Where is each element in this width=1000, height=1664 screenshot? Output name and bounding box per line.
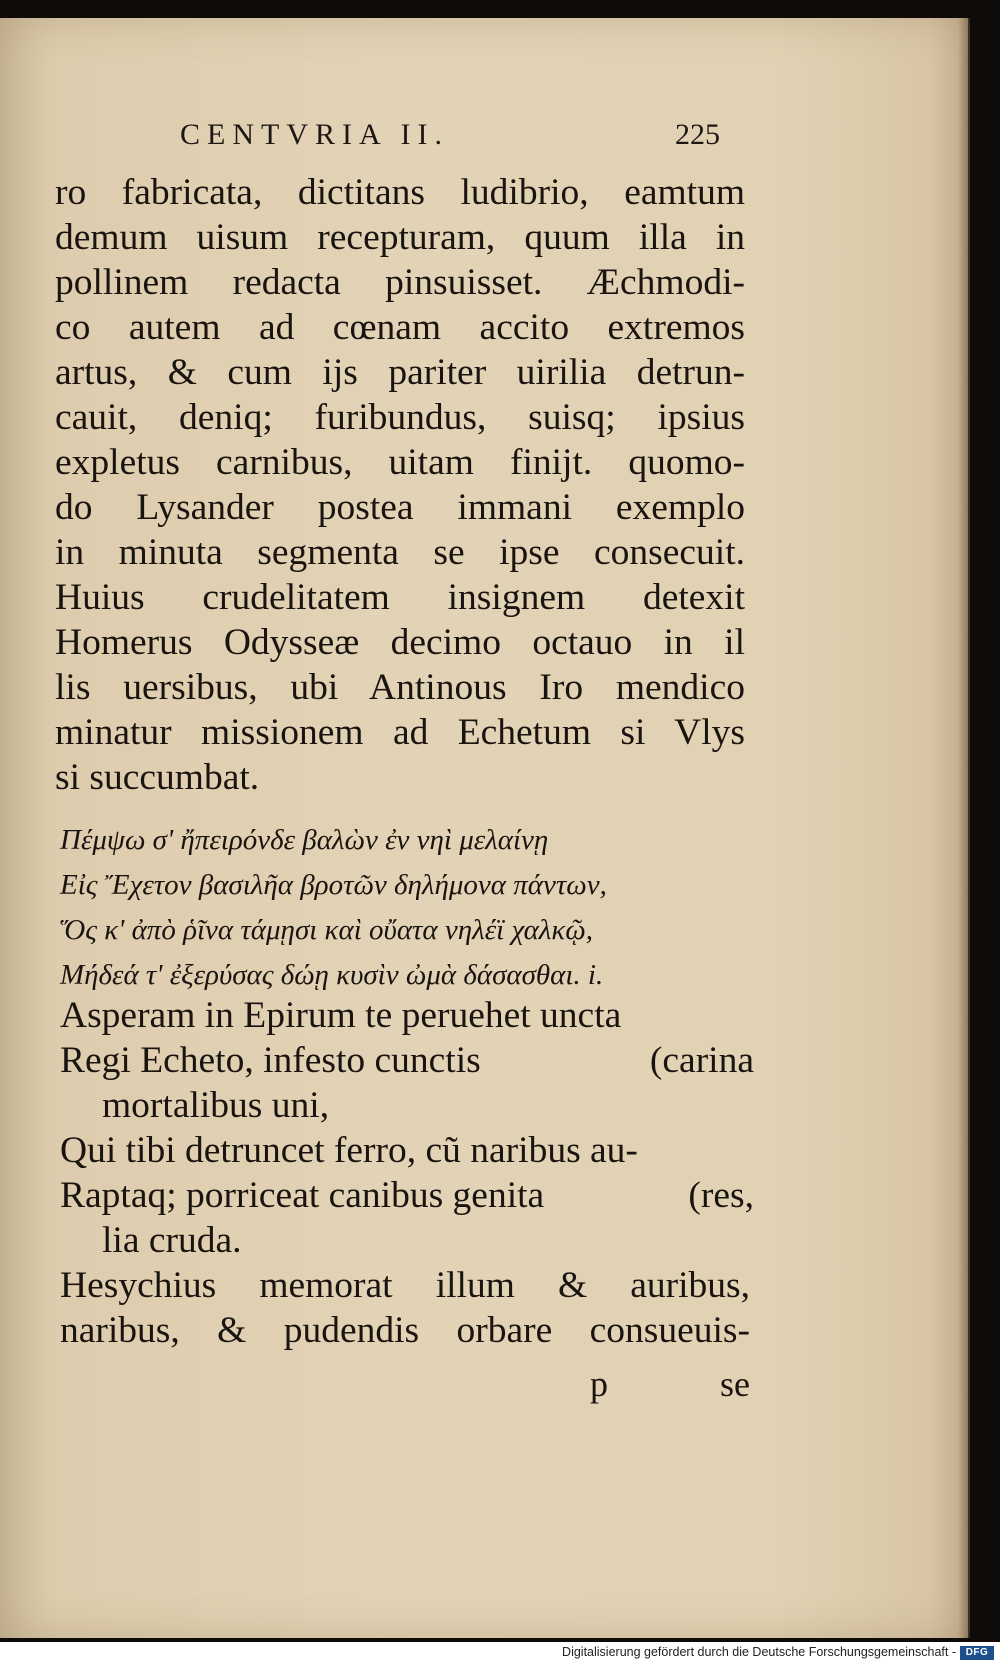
verse-line bbox=[60, 1173, 754, 1218]
text-line: ro fabricata, dictitans ludibrio, eamtum bbox=[55, 172, 745, 213]
greek-verse-line: Μήδεά τ' ἐξερύσας δώῃ κυσὶν ὠμὰ δάσασθαι. i. bbox=[60, 959, 604, 991]
latin-verse-translation bbox=[60, 993, 754, 1263]
text-line: minatur missionem ad Echetum si Vlys bbox=[55, 712, 745, 753]
running-title: CENTVRIA II. bbox=[180, 118, 449, 151]
text-line: si succumbat. bbox=[55, 757, 260, 798]
greek-verses bbox=[60, 818, 750, 998]
verse-line bbox=[60, 1218, 750, 1263]
verse-line bbox=[60, 1083, 750, 1128]
verse-overflow: (carina bbox=[649, 1040, 754, 1081]
greek-verse-line: Ὅς κ' ἀπὸ ῥῖνα τάμῃσι καὶ οὔατα νηλέϊ χαλκῷ, bbox=[60, 914, 594, 946]
verse-text: lia cruda. bbox=[102, 1220, 242, 1261]
catchword: se bbox=[720, 1364, 750, 1404]
verse-text: Regi Echeto, infesto cunctis bbox=[60, 1040, 481, 1081]
verse-text: Raptaq; porriceat canibus genita bbox=[60, 1175, 545, 1216]
paragraph-1 bbox=[55, 170, 745, 800]
greek-verse-line: Πέμψω σ' ἤπειρόνδε βαλὼν ἐν νηὶ μελαίνῃ bbox=[60, 824, 549, 856]
verse-line bbox=[60, 1038, 754, 1083]
footer-credit: Digitalisierung gefördert durch die Deutsche Forschungsgemeinschaft - bbox=[562, 1645, 956, 1659]
verse-text: Asperam in Epirum te peruehet uncta bbox=[60, 995, 622, 1036]
verse-text: Qui tibi detruncet ferro, cũ naribus au- bbox=[60, 1130, 638, 1171]
text-line: pollinem redacta pinsuisset. Æchmodi- bbox=[55, 262, 745, 303]
verse-text: mortalibus uni, bbox=[102, 1085, 330, 1126]
digitization-footer bbox=[0, 1642, 1000, 1664]
paragraph-2 bbox=[60, 1263, 750, 1353]
text-line: Homerus Odysseæ decimo octauo in il bbox=[55, 622, 745, 663]
verse-overflow: (res, bbox=[688, 1175, 754, 1216]
text-line: artus, & cum ijs pariter uirilia detrun- bbox=[55, 352, 745, 393]
dfg-logo-icon: DFG bbox=[960, 1646, 994, 1660]
text-line: in minuta segmenta se ipse consecuit. bbox=[55, 532, 745, 573]
text-line: co autem ad cœnam accito extremos bbox=[55, 307, 745, 348]
text-line: naribus, & pudendis orbare consueuis- bbox=[60, 1310, 750, 1351]
running-head bbox=[180, 118, 720, 162]
text-line: Huius crudelitatem insignem detexit bbox=[55, 577, 745, 618]
page-foot bbox=[0, 1363, 968, 1408]
book-page bbox=[0, 18, 970, 1638]
text-line: lis uersibus, ubi Antinous Iro mendico bbox=[55, 667, 745, 708]
text-line: cauit, deniq; furibundus, suisq; ipsius bbox=[55, 397, 745, 438]
greek-verse-line: Εἰς Ἔχετον βασιλῆα βροτῶν δηλήμονα πάντων, bbox=[60, 869, 607, 901]
text-line: expletus carnibus, uitam finijt. quomo- bbox=[55, 442, 745, 483]
verse-line bbox=[60, 993, 750, 1038]
text-line: demum uisum recepturam, quum illa in bbox=[55, 217, 745, 258]
verse-line bbox=[60, 1128, 750, 1173]
text-line: do Lysander postea immani exemplo bbox=[55, 487, 745, 528]
signature-mark: p bbox=[590, 1364, 608, 1404]
page-number: 225 bbox=[675, 118, 720, 151]
text-line: Hesychius memorat illum & auribus, bbox=[60, 1265, 750, 1306]
